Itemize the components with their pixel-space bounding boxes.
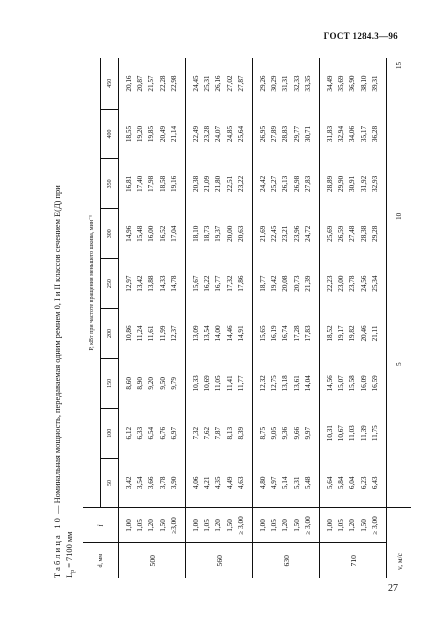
power-value: 32,33 [292,75,301,92]
power-value: 11,39 [359,425,368,442]
power-value: 6,33 [136,426,145,440]
caption-length-symbol: L [65,572,74,578]
power-value: 16,81 [125,175,133,192]
power-value: 19,20 [136,125,145,143]
diameter-cell: 560 [186,543,253,578]
power-cell [119,209,186,259]
power-value: 9,66 [292,426,301,440]
power-value: 14,04 [303,375,312,392]
power-value: 16,77 [214,275,223,292]
power-value: 6,12 [125,426,133,440]
power-value: 20,49 [158,125,167,143]
speed-header: 400 [101,109,119,159]
power-cell [253,358,320,408]
power-value: 29,26 [259,75,267,92]
power-value: 35,17 [359,125,368,143]
speed-header: 350 [101,159,119,209]
power-value: 15,67 [192,275,200,292]
power-value: 23,78 [348,275,357,292]
power-cell [253,58,320,109]
power-cell [186,408,253,458]
power-value: 4,49 [225,476,234,490]
power-value: 13,09 [192,325,200,342]
power-value: 11,24 [136,325,145,342]
power-value: 22,28 [158,75,167,92]
power-value: 15,48 [136,225,145,242]
power-value: 35,69 [337,75,346,92]
power-value: 31,83 [326,125,334,143]
column-header-d: d, мм [83,543,119,578]
power-value: 23,21 [281,225,290,242]
power-cell [320,458,387,508]
power-value: 21,69 [259,225,267,242]
power-cell [186,58,253,109]
power-value: 8,60 [125,377,133,390]
power-value: 19,17 [337,325,346,342]
power-value: 14,46 [225,325,234,342]
power-cell [186,159,253,209]
speed-header: 50 [101,458,119,508]
power-value: 22,51 [225,175,234,192]
power-value: 19,37 [214,225,223,242]
ratio-value: 1,50 [292,519,301,532]
power-value: 30,91 [348,175,357,192]
velocity-row [387,58,412,578]
power-value: 17,86 [236,275,245,292]
power-value: 11,61 [147,325,156,342]
ratio-value: ≥ 3,00 [370,516,379,535]
power-value: 3,66 [147,476,156,490]
power-header: Р, кВт при частоте вращения меньшего шкива, мин⁻¹ [83,58,101,508]
speed-header: 150 [101,358,119,408]
power-value: 17,98 [147,175,156,192]
table-group-row [186,58,253,578]
power-cell [119,159,186,209]
ratio-value: 1,00 [259,519,267,532]
ratio-value: 1,05 [270,519,279,532]
power-value: 32,93 [370,175,379,192]
power-value: 12,97 [125,275,133,292]
power-value: 16,00 [147,225,156,242]
ratio-value: 1,50 [225,519,234,532]
power-value: 36,28 [370,125,379,143]
power-value: 6,76 [158,426,167,440]
power-value: 15,65 [259,325,267,342]
speed-header: 100 [101,408,119,458]
power-value: 12,75 [270,375,279,392]
power-value: 19,85 [147,125,156,143]
column-header-i: i [83,508,119,543]
ratio-value: 1,20 [281,519,290,532]
power-value: 34,49 [326,75,334,92]
power-value: 16,09 [359,375,368,392]
power-value: 20,73 [292,275,301,292]
power-cell [320,209,387,259]
power-value: 27,02 [225,75,234,92]
power-value: 17,28 [292,325,301,342]
power-value: 25,31 [203,75,212,92]
power-cell [253,259,320,309]
power-value: 22,23 [326,275,334,292]
power-value: 14,33 [158,275,167,292]
power-value: 24,07 [214,125,223,143]
power-value: 34,06 [348,125,357,143]
speed-header: 450 [101,58,119,109]
power-value: 9,05 [270,426,279,440]
power-value: 16,74 [281,325,290,342]
power-value: 3,90 [169,476,178,490]
power-value: 15,07 [337,375,346,392]
power-value: 14,91 [236,325,245,342]
power-value: 26,98 [292,175,301,192]
power-value: 25,69 [326,225,334,242]
power-value: 13,54 [203,325,212,342]
power-cell [253,408,320,458]
ratio-value: 1,05 [203,519,212,532]
power-value: 26,13 [281,175,290,192]
power-value: 8,39 [236,426,245,440]
power-value: 9,97 [303,426,312,440]
power-value: 9,79 [169,377,178,390]
power-value: 18,10 [192,225,200,242]
power-value: 28,38 [359,225,368,242]
diameter-cell: 500 [119,543,186,578]
power-value: 9,36 [281,426,290,440]
power-value: 4,80 [259,476,267,490]
power-value: 19,42 [270,275,279,292]
power-value: 18,55 [125,125,133,143]
power-value: 4,21 [203,476,212,490]
power-cell [119,58,186,109]
power-value: 11,03 [348,425,357,442]
power-value: 11,99 [158,325,167,342]
power-value: 25,27 [270,175,279,192]
power-value: 3,42 [125,476,133,490]
caption-text: Номинальная мощность, передаваемая одним ремнем 0, I и II классов сечением Е(Д) при [53,185,62,504]
power-value: 20,46 [359,325,368,342]
power-value: 16,19 [270,325,279,342]
ratio-value: 1,50 [158,519,167,532]
diameter-cell: 630 [253,543,320,578]
table-label: Таблица 10 [53,515,62,578]
power-value: 33,35 [303,75,312,92]
power-value: 14,00 [214,325,223,342]
power-value: 4,63 [236,476,245,490]
power-value: 19,16 [169,175,178,192]
power-value: 4,35 [214,476,223,490]
power-value: 4,97 [270,476,279,490]
power-value: 20,87 [136,75,145,92]
document-code: ГОСТ 1284.3—96 [323,31,398,41]
power-value: 14,56 [326,375,334,392]
power-value: 21,80 [214,175,223,192]
power-cell [320,109,387,159]
caption-dash: — [53,503,62,516]
speed-header: 300 [101,209,119,259]
ratio-cell [119,508,186,543]
table-group-row [119,58,186,578]
power-value: 12,37 [169,325,178,342]
speed-header: 250 [101,259,119,309]
power-value: 15,58 [348,375,357,392]
ratio-value: 1,00 [125,519,133,532]
power-value: 18,77 [259,275,267,292]
ratio-value: ≥3,00 [169,517,178,534]
power-value: 10,31 [326,425,334,442]
power-value: 11,77 [236,375,245,392]
power-value: 6,43 [370,476,379,490]
power-value: 27,48 [348,225,357,242]
power-value: 5,84 [337,476,346,490]
ratio-value: ≥ 3,00 [236,516,245,535]
power-value: 20,00 [225,225,234,242]
power-value: 5,14 [281,476,290,490]
power-value: 17,40 [136,175,145,192]
power-value: 29,77 [292,125,301,143]
power-cell [320,309,387,359]
page-number: 27 [388,583,398,594]
diameter-cell: 710 [320,543,387,578]
power-value: 29,90 [337,175,346,192]
power-value: 32,94 [337,125,346,143]
power-value: 13,18 [281,375,290,392]
power-value: 5,48 [303,476,312,490]
power-value: 29,28 [370,225,379,242]
power-cell [186,209,253,259]
power-value: 31,92 [359,175,368,192]
ratio-cell [320,508,387,543]
power-value: 8,75 [259,426,267,440]
power-value: 20,16 [125,75,133,92]
power-value: 25,34 [370,275,379,292]
power-value: 11,41 [225,375,234,392]
power-cell [119,358,186,408]
power-cell [186,259,253,309]
power-value: 10,86 [125,325,133,342]
power-value: 7,62 [203,426,212,440]
power-value: 18,58 [158,175,167,192]
ratio-value: ≥ 3,00 [303,516,312,535]
power-value: 6,97 [169,426,178,440]
power-cell [253,159,320,209]
power-value: 24,45 [192,75,200,92]
power-cell [119,109,186,159]
power-value: 25,64 [236,125,245,143]
power-value: 24,56 [359,275,368,292]
caption-length-subscript: р [70,569,76,573]
velocity-label: v, м/с [387,508,412,578]
power-cell [119,309,186,359]
power-value: 26,59 [337,225,346,242]
power-value: 23,96 [292,225,301,242]
power-table [83,58,411,578]
power-value: 22,45 [270,225,279,242]
power-cell [253,458,320,508]
power-value: 5,31 [292,476,301,490]
velocity-tick: 10 [387,209,412,359]
power-value: 21,14 [169,125,178,143]
power-value: 21,57 [147,75,156,92]
power-value: 10,69 [203,375,212,392]
power-value: 13,61 [292,375,301,392]
power-value: 23,28 [203,125,212,143]
power-value: 26,95 [259,125,267,143]
velocity-tick: 15 [387,58,412,209]
power-cell [320,408,387,458]
power-value: 12,32 [259,375,267,392]
power-value: 16,52 [158,225,167,242]
table-group-row [320,58,387,578]
power-cell [253,209,320,259]
power-value: 20,63 [236,225,245,242]
power-value: 28,83 [281,125,290,143]
power-value: 6,54 [147,426,156,440]
ratio-value: 1,50 [359,519,368,532]
power-value: 18,52 [326,325,334,342]
power-value: 20,38 [192,175,200,192]
power-value: 30,71 [303,125,312,143]
power-cell [320,259,387,309]
table-caption [52,58,79,578]
power-value: 9,20 [147,377,156,390]
ratio-cell [186,508,253,543]
power-value: 39,31 [370,75,379,92]
power-value: 36,90 [348,75,357,92]
power-value: 3,78 [158,476,167,490]
power-value: 31,31 [281,75,290,92]
power-cell [186,309,253,359]
power-value: 20,08 [281,275,290,292]
power-value: 21,39 [303,275,312,292]
power-value: 28,89 [326,175,334,192]
power-cell [253,309,320,359]
power-cell [119,259,186,309]
power-value: 10,33 [192,375,200,392]
power-value: 10,67 [337,425,346,442]
ratio-value: 1,00 [326,519,334,532]
power-value: 17,04 [169,225,178,242]
power-cell [320,58,387,109]
power-value: 3,54 [136,476,145,490]
rotated-table-page [52,58,404,578]
power-value: 11,75 [370,425,379,442]
power-value: 14,78 [169,275,178,292]
power-value: 24,72 [303,225,312,242]
power-value: 23,22 [236,175,245,192]
power-value: 8,90 [136,377,145,390]
caption-length-value: = 7100 мм [65,531,74,570]
power-cell [119,458,186,508]
power-value: 22,98 [169,75,178,92]
power-value: 27,87 [236,75,245,92]
ratio-value: 1,20 [214,519,223,532]
ratio-value: 1,20 [348,519,357,532]
velocity-tick: 5 [387,358,412,508]
power-value: 14,96 [125,225,133,242]
power-value: 18,73 [203,225,212,242]
speed-header: 200 [101,309,119,359]
power-value: 16,22 [203,275,212,292]
power-value: 38,10 [359,75,368,92]
power-value: 24,85 [225,125,234,143]
power-cell [119,408,186,458]
power-cell [186,109,253,159]
power-value: 27,83 [303,175,312,192]
power-value: 19,82 [348,325,357,342]
power-value: 17,32 [225,275,234,292]
power-value: 21,11 [370,325,379,342]
power-value: 6,23 [359,476,368,490]
table-group-row [253,58,320,578]
power-value: 30,29 [270,75,279,92]
ratio-value: 1,20 [147,519,156,532]
power-cell [320,358,387,408]
ratio-value: 1,00 [192,519,200,532]
power-value: 16,59 [370,375,379,392]
ratio-cell [253,508,320,543]
power-value: 13,88 [147,275,156,292]
power-value: 26,16 [214,75,223,92]
power-value: 6,04 [348,476,357,490]
power-value: 27,89 [270,125,279,143]
ratio-value: 1,05 [136,519,145,532]
ratio-value: 1,05 [337,519,346,532]
power-cell [186,458,253,508]
power-value: 9,50 [158,377,167,390]
power-value: 7,87 [214,426,223,440]
power-value: 7,32 [192,426,200,440]
power-cell [186,358,253,408]
power-value: 21,09 [203,175,212,192]
power-cell [320,159,387,209]
power-value: 22,49 [192,125,200,143]
power-value: 13,42 [136,275,145,292]
power-value: 4,06 [192,476,200,490]
power-cell [253,109,320,159]
power-value: 17,83 [303,325,312,342]
power-value: 23,00 [337,275,346,292]
power-value: 8,13 [225,426,234,440]
power-value: 24,42 [259,175,267,192]
power-value: 5,64 [326,476,334,490]
power-value: 11,05 [214,375,223,392]
